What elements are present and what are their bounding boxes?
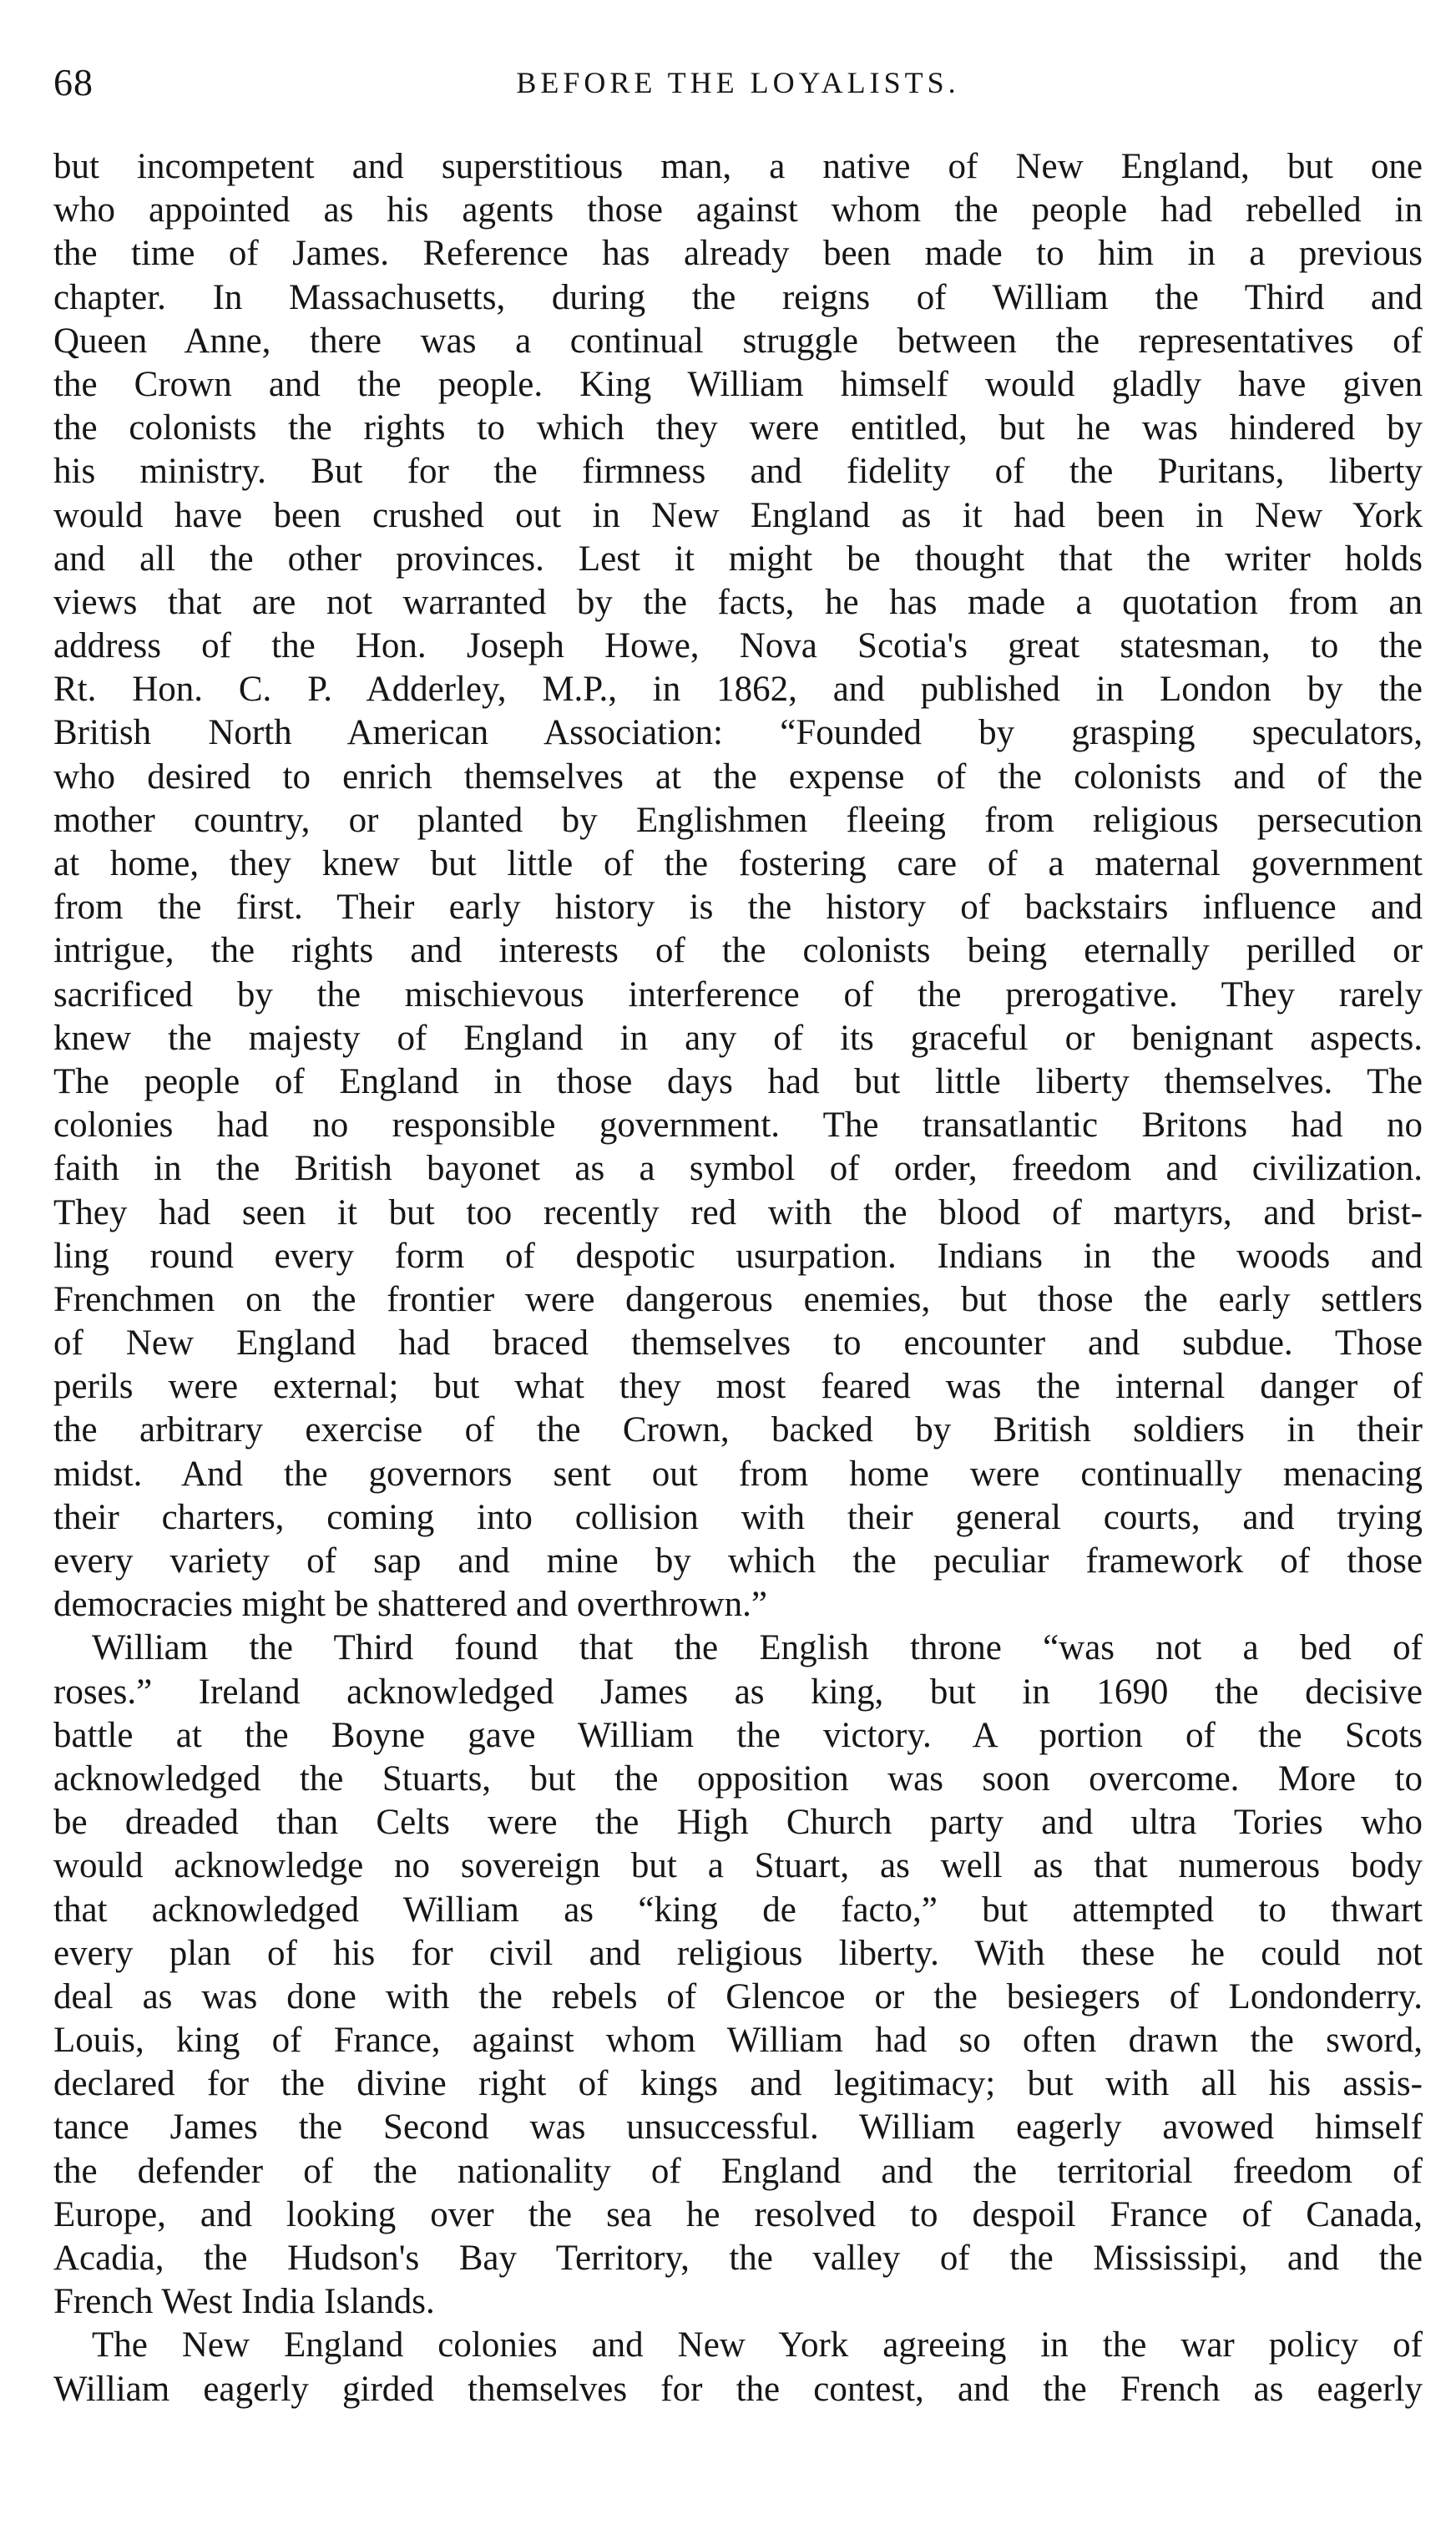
text-line: every variety of sap and mine by which the peculiar framework of those bbox=[53, 1541, 1423, 1581]
text-line: British North American Association: “Founded by grasping speculators, bbox=[53, 713, 1423, 753]
text-line: address of the Hon. Joseph Howe, Nova Scotia's great statesman, to the bbox=[53, 626, 1423, 666]
text-line: declared for the divine right of kings and legitimacy; but with all his assis- bbox=[53, 2064, 1423, 2104]
paragraph bbox=[53, 2324, 1423, 2411]
text-line: be dreaded than Celts were the High Church party and ultra Tories who bbox=[53, 1803, 1423, 1843]
text-line: every plan of his for civil and religious liberty. With these he could not bbox=[53, 1933, 1423, 1973]
text-line: his ministry. But for the firmness and fidelity of the Puritans, liberty bbox=[53, 452, 1423, 492]
text-line: of New England had braced themselves to encounter and subdue. Those bbox=[53, 1323, 1423, 1364]
text-line: Queen Anne, there was a continual struggle between the representatives of bbox=[53, 321, 1423, 361]
text-line: deal as was done with the rebels of Glencoe or the besiegers of Londonderry. bbox=[53, 1976, 1423, 2016]
text-line: that acknowledged William as “king de facto,” but attempted to thwart bbox=[53, 1890, 1423, 1930]
text-line: mother country, or planted by Englishmen fleeing from religious persecution bbox=[53, 800, 1423, 840]
text-line: William eagerly girded themselves for the contest, and the French as eagerly bbox=[53, 2369, 1423, 2409]
text-line: the defender of the nationality of England and the territorial freedom of bbox=[53, 2151, 1423, 2191]
text-line: roses.” Ireland acknowledged James as king, but in 1690 the decisive bbox=[53, 1672, 1423, 1712]
text-line: French West India Islands. bbox=[53, 2282, 435, 2322]
text-line: chapter. In Massachusetts, during the reigns of William the Third and bbox=[53, 277, 1423, 317]
text-line: their charters, coming into collision with their general courts, and trying bbox=[53, 1497, 1423, 1537]
text-line: the time of James. Reference has already been made to him in a previous bbox=[53, 234, 1423, 274]
text-line: Europe, and looking over the sea he resolved to despoil France of Canada, bbox=[53, 2194, 1423, 2234]
body-text bbox=[53, 145, 1423, 2411]
text-line: the Crown and the people. King William himself would gladly have given bbox=[53, 364, 1423, 404]
text-line: tance James the Second was unsuccessful. William eagerly avowed himself bbox=[53, 2107, 1423, 2148]
text-line: William the Third found that the English throne “was not a bed of bbox=[92, 1628, 1423, 1668]
text-line: democracies might be shattered and overthrown.” bbox=[53, 1585, 767, 1625]
text-line: perils were external; but what they most feared was the internal danger of bbox=[53, 1367, 1423, 1407]
text-line: They had seen it but too recently red with the blood of martyrs, and brist- bbox=[53, 1192, 1423, 1232]
text-line: The New England colonies and New York agreeing in the war policy of bbox=[92, 2325, 1423, 2365]
text-line: the colonists the rights to which they were entitled, but he was hindered by bbox=[53, 408, 1423, 448]
text-line: from the first. Their early history is the history of backstairs influence and bbox=[53, 888, 1423, 928]
text-line: faith in the British bayonet as a symbol of order, freedom and civilization. bbox=[53, 1149, 1423, 1189]
running-title: BEFORE THE LOYALISTS. bbox=[516, 66, 960, 99]
text-line: views that are not warranted by the facts, he has made a quotation from an bbox=[53, 582, 1423, 622]
text-line: the arbitrary exercise of the Crown, backed by British soldiers in their bbox=[53, 1410, 1423, 1450]
text-line: would acknowledge no sovereign but a Stuart, as well as that numerous body bbox=[53, 1846, 1423, 1886]
text-line: Louis, king of France, against whom William had so often drawn the sword, bbox=[53, 2021, 1423, 2061]
text-line: Frenchmen on the frontier were dangerous enemies, but those the early settlers bbox=[53, 1279, 1423, 1319]
text-line: at home, they knew but little of the fostering care of a maternal government bbox=[53, 844, 1423, 883]
text-line: who appointed as his agents those against whom the people had rebelled in bbox=[53, 190, 1423, 230]
text-line: intrigue, the rights and interests of the colonists being eternally perilled or bbox=[53, 931, 1423, 971]
text-line: but incompetent and superstitious man, a native of New England, but one bbox=[53, 147, 1423, 186]
book-page bbox=[53, 53, 1423, 2508]
text-line: acknowledged the Stuarts, but the opposition was soon overcome. More to bbox=[53, 1758, 1423, 1799]
paragraph bbox=[53, 1627, 1423, 2324]
text-line: knew the majesty of England in any of its graceful or benignant aspects. bbox=[53, 1018, 1423, 1058]
text-line: midst. And the governors sent out from home were continually menacing bbox=[53, 1454, 1423, 1494]
text-line: would have been crushed out in New England as it had been in New York bbox=[53, 495, 1423, 535]
paragraph bbox=[53, 145, 1423, 1627]
text-line: who desired to enrich themselves at the expense of the colonists and of the bbox=[53, 756, 1423, 797]
text-line: sacrificed by the mischievous interference of the prerogative. They rarely bbox=[53, 974, 1423, 1014]
text-line: colonies had no responsible government. The transatlantic Britons had no bbox=[53, 1106, 1423, 1146]
text-line: ling round every form of despotic usurpation. Indians in the woods and bbox=[53, 1236, 1423, 1276]
text-line: battle at the Boyne gave William the victory. A portion of the Scots bbox=[53, 1715, 1423, 1755]
text-line: and all the other provinces. Lest it might be thought that the writer holds bbox=[53, 539, 1423, 579]
page-number: 68 bbox=[53, 61, 94, 104]
text-line: The people of England in those days had but little liberty themselves. The bbox=[53, 1061, 1423, 1101]
running-head bbox=[53, 53, 1423, 137]
text-line: Acadia, the Hudson's Bay Territory, the valley of the Mississipi, and the bbox=[53, 2239, 1423, 2278]
text-line: Rt. Hon. C. P. Adderley, M.P., in 1862, and published in London by the bbox=[53, 670, 1423, 710]
